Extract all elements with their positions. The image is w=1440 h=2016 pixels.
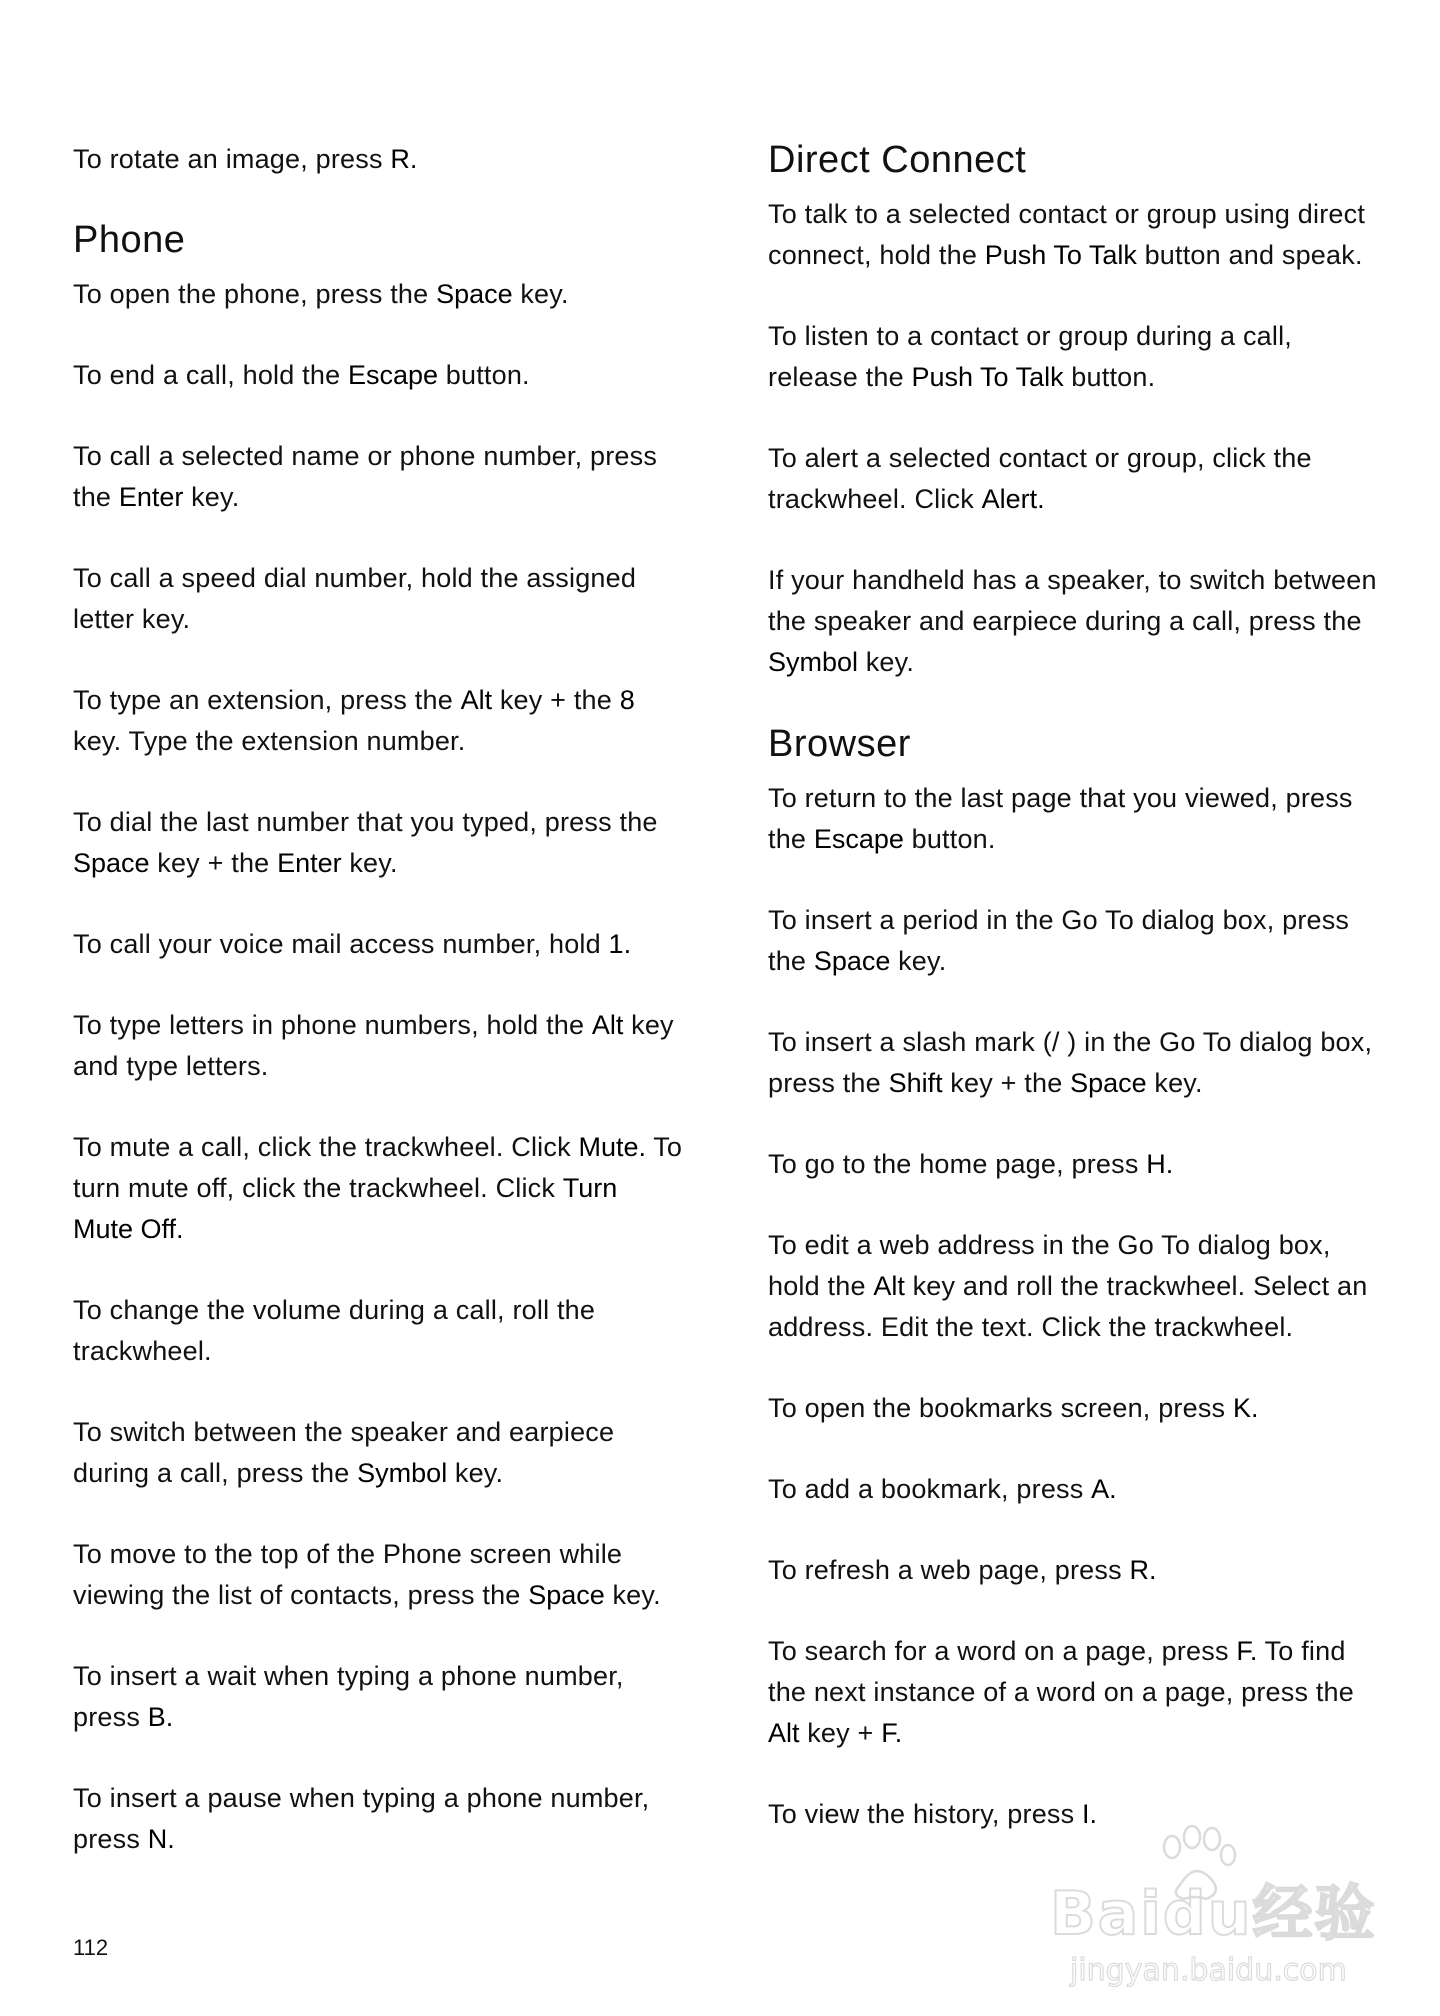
key-name: Space — [528, 1580, 605, 1610]
key-name: B. — [147, 1702, 174, 1732]
text-line: key. Type the extension number. — [73, 726, 466, 756]
key-name: A. — [1091, 1474, 1117, 1504]
text-line: Space key + the Enter key. — [73, 848, 398, 878]
watermark-url: jingyan.baidu.com — [1070, 1953, 1347, 1988]
key-name: Mute Off. — [73, 1214, 184, 1244]
text-line: To type an extension, press the Alt key + the 8 — [73, 685, 635, 715]
key-name: R. — [1129, 1555, 1157, 1585]
text-line: To change the volume during a call, roll the — [73, 1295, 596, 1325]
text-line: To dial the last number that you typed, press the — [73, 807, 658, 837]
key-name: Escape — [813, 824, 904, 854]
text-line: the speaker and earpiece during a call, press the — [768, 606, 1362, 636]
text-line: connect, hold the Push To Talk button and speak. — [768, 240, 1363, 270]
key-name: Alt — [460, 685, 493, 715]
key-name: I. — [1082, 1799, 1098, 1829]
text-line: Symbol key. — [768, 647, 915, 677]
key-name: Enter — [277, 848, 342, 878]
text-line: To edit a web address in the Go To dialog box, — [768, 1230, 1331, 1260]
watermark-brand: Baidu经验 — [1050, 1879, 1377, 1949]
text-line: To call a selected name or phone number, press — [73, 441, 658, 471]
text-line: letter key. — [73, 604, 191, 634]
text-line: To view the history, press I. — [768, 1799, 1098, 1829]
key-name: Alt — [768, 1718, 800, 1748]
text-line: the Space key. — [768, 946, 947, 976]
key-name: Space — [813, 946, 891, 976]
text-line: the next instance of a word on a page, press the — [768, 1677, 1354, 1707]
key-name: Symbol — [768, 647, 859, 677]
text-line: viewing the list of contacts, press the Space key. — [73, 1580, 661, 1610]
key-name: Alert. — [981, 484, 1045, 514]
key-name: Space — [1070, 1068, 1147, 1098]
text-line: To insert a slash mark (/ ) in the Go To dialog box, — [768, 1027, 1373, 1057]
text-line: To open the phone, press the Space key. — [73, 279, 569, 309]
key-name: Space — [436, 279, 513, 309]
text-line: press N. — [73, 1824, 175, 1854]
text-line: To move to the top of the Phone screen while — [73, 1539, 623, 1569]
key-name: F. — [881, 1718, 903, 1748]
key-name: Alt — [591, 1010, 624, 1040]
text-line: press the Shift key + the Space key. — [768, 1068, 1203, 1098]
key-name: 8 — [619, 685, 635, 715]
text-line: To end a call, hold the Escape button. — [73, 360, 530, 390]
text-line: and type letters. — [73, 1051, 269, 1081]
text-line: Alt key + F. — [768, 1718, 903, 1748]
key-name: N. — [147, 1824, 175, 1854]
key-name: Enter — [118, 482, 184, 512]
key-name: 1. — [608, 929, 632, 959]
text-line: To refresh a web page, press R. — [768, 1555, 1157, 1585]
key-name: Mute. — [578, 1132, 646, 1162]
key-name: H. — [1146, 1149, 1174, 1179]
text-line: trackwheel. Click Alert. — [768, 484, 1045, 514]
text-line: To return to the last page that you viewed, press — [768, 783, 1353, 813]
text-line: turn mute off, click the trackwheel. Click Turn — [73, 1173, 618, 1203]
section-heading-direct-connect: Direct Connect — [768, 139, 1027, 181]
text-line: the Escape button. — [768, 824, 996, 854]
text-line: To mute a call, click the trackwheel. Click Mute. To — [73, 1132, 683, 1162]
text-line: To talk to a selected contact or group using direct — [768, 199, 1366, 229]
text-line: press B. — [73, 1702, 174, 1732]
text-line: If your handheld has a speaker, to switch between — [768, 565, 1377, 595]
text-line: To switch between the speaker and earpiece — [73, 1417, 615, 1447]
section-heading-browser: Browser — [768, 723, 911, 765]
text-line: release the Push To Talk button. — [768, 362, 1156, 392]
text-line: To alert a selected contact or group, click the — [768, 443, 1312, 473]
text-line: To open the bookmarks screen, press K. — [768, 1393, 1259, 1423]
text-line: To go to the home page, press H. — [768, 1149, 1174, 1179]
text-line: To call a speed dial number, hold the assigned — [73, 563, 637, 593]
key-name: Escape — [348, 360, 439, 390]
key-name: Push To Talk — [984, 240, 1137, 270]
key-name: Symbol — [357, 1458, 448, 1488]
text-line: To listen to a contact or group during a call, — [768, 321, 1292, 351]
key-name: F. — [1236, 1636, 1258, 1666]
text-line: trackwheel. — [73, 1336, 212, 1366]
key-name: Space — [73, 848, 150, 878]
key-name: Push To Talk — [911, 362, 1064, 392]
page-number: 112 — [73, 1935, 109, 1960]
text-line: To search for a word on a page, press F. To find — [768, 1636, 1346, 1666]
key-name: R. — [390, 144, 418, 174]
key-name: Alt — [873, 1271, 905, 1301]
text-line: To add a bookmark, press A. — [768, 1474, 1117, 1504]
paragraph-rotate-image: To rotate an image, press R. — [73, 144, 418, 174]
text-line: during a call, press the Symbol key. — [73, 1458, 504, 1488]
text-line: To insert a wait when typing a phone number, — [73, 1661, 624, 1691]
text-line — [73, 1209, 703, 1249]
text-line: address. Edit the text. Click the trackwheel. — [768, 1312, 1294, 1342]
key-name: K. — [1232, 1393, 1259, 1423]
text-line: the Enter key. — [73, 482, 240, 512]
text-line: To call your voice mail access number, hold 1. — [73, 929, 632, 959]
text-line: To type letters in phone numbers, hold the Alt key — [73, 1010, 674, 1040]
section-heading-phone: Phone — [73, 219, 186, 261]
baidu-watermark — [1030, 1825, 1390, 1995]
text-line: To insert a pause when typing a phone number, — [73, 1783, 650, 1813]
text-line: To insert a period in the Go To dialog box, press — [768, 905, 1350, 935]
text-line: hold the Alt key and roll the trackwheel. Select an — [768, 1271, 1368, 1301]
key-name: Shift — [888, 1068, 943, 1098]
key-name: Turn — [562, 1173, 618, 1203]
